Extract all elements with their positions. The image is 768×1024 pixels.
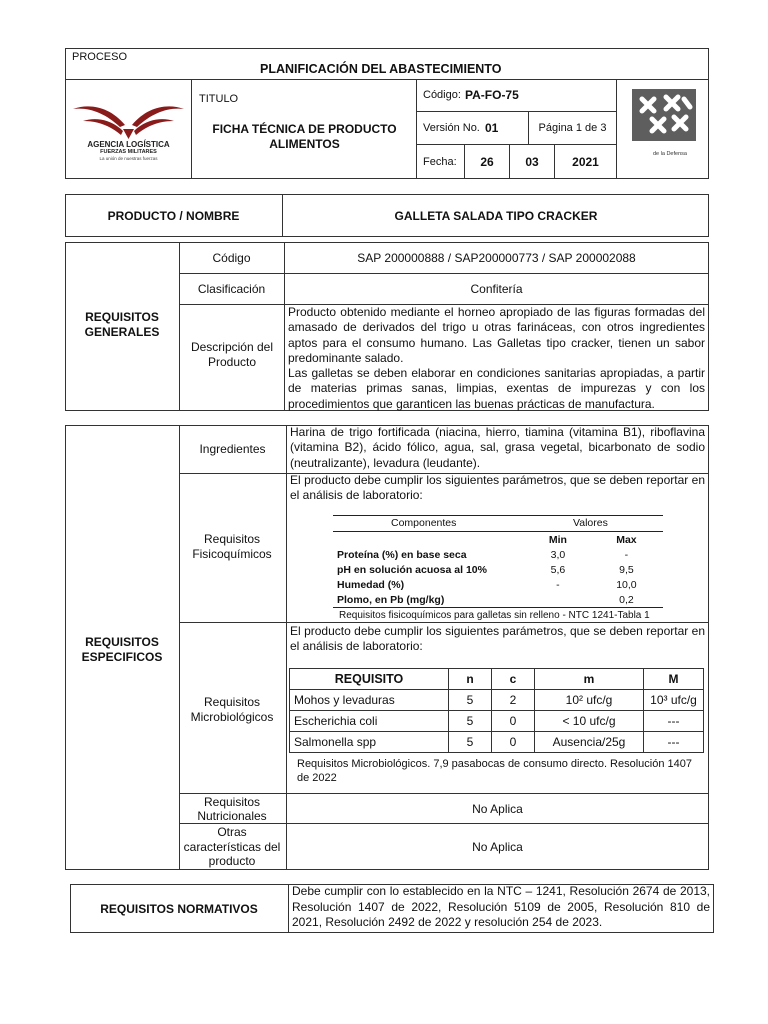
proceso-title: PLANIFICACIÓN DEL ABASTECIMIENTO <box>260 62 502 76</box>
fecha-year-cell <box>555 145 617 179</box>
producto-value: GALLETA SALADA TIPO CRACKER <box>394 208 598 223</box>
fisico-label: Requisitos Fisicoquímicos <box>192 532 272 561</box>
codigo-cell <box>417 79 617 112</box>
logo-org-line1: AGENCIA LOGÍSTICA <box>87 140 170 149</box>
fisico-col-min: Min <box>548 533 567 546</box>
fisico-table <box>333 515 663 621</box>
codigo-row-value: SAP 200000888 / SAP200000773 / SAP 200002088 <box>357 250 636 265</box>
proceso-label: PROCESO <box>72 51 128 63</box>
fisico-intro: El producto debe cumplir los siguientes parámetros, que se deben reportar en el análisis de laboratorio: <box>290 473 705 503</box>
fecha-year: 2021 <box>572 155 599 169</box>
especificos-divider <box>179 425 180 870</box>
row-divider <box>179 622 709 623</box>
agency-logo-icon <box>65 85 192 145</box>
especificos-section-label: REQUISITOS ESPECIFICOS <box>81 635 163 664</box>
normativos-value: Debe cumplir con lo establecido en la NTC – 1241, Resolución 2674 de 2013, Resolución 1407 de 2022, Resolución 5109 de 2005, Resolución 810 de 2021, Resolución 2492 de 2022 y resolución 254 de 2023. <box>292 884 710 929</box>
descripcion-row-label: Descripción del Producto <box>190 340 274 369</box>
fecha-month: 03 <box>525 155 539 169</box>
fisico-col-max: Max <box>616 533 637 546</box>
version-cell <box>417 112 529 145</box>
codigo-row-label: Código <box>212 250 251 265</box>
nutricionales-value: No Aplica <box>472 801 523 816</box>
codigo-value: PA-FO-75 <box>465 88 519 102</box>
mindef-logo-icon <box>632 89 696 141</box>
agency-logo-cell <box>65 79 192 179</box>
nutricionales-label: Requisitos Nutricionales <box>197 794 267 823</box>
micro-header-row: REQUISITO n c m M <box>290 669 704 690</box>
ingredientes-label: Ingredientes <box>199 442 266 456</box>
fisico-row: Proteína (%) en base seca 3,0 - <box>337 548 629 561</box>
fecha-day: 26 <box>480 155 494 169</box>
fecha-label-cell <box>417 145 465 179</box>
micro-note: Requisitos Microbiológicos. 7,9 pasabocas de consumo directo. Resolución 1407 de 2022 <box>297 758 693 784</box>
producto-label: PRODUCTO / NOMBRE <box>65 194 283 237</box>
titulo-value: FICHA TÉCNICA DE PRODUCTO ALIMENTOS <box>212 122 397 151</box>
fisico-row: pH en solución acuosa al 10% 5,6 9,5 <box>337 563 634 576</box>
clasificacion-row-value: Confitería <box>470 281 523 296</box>
titulo-cell <box>192 79 417 179</box>
micro-row: Mohos y levaduras 5 2 10² ufc/g 10³ ufc/g <box>290 690 704 711</box>
generales-section-label: REQUISITOS GENERALES <box>84 310 160 339</box>
pagina-cell <box>529 112 617 145</box>
logo-org-line3: La unión de nuestras fuerzas <box>99 156 158 161</box>
fisico-row: Humedad (%) - 10,0 <box>337 578 637 591</box>
micro-label: Requisitos Microbiológicos <box>190 695 274 724</box>
descripcion-paragraph-2: Las galletas se deben elaborar en condiciones sanitarias apropiadas, a partir de materias primas sanas, limpias, exentas de impurezas y con los procedimientos que garanticen las buenas prácticas de manufactura. <box>288 366 705 411</box>
fecha-month-cell <box>510 145 555 179</box>
ingredientes-value: Harina de trigo fortificada (niacina, hierro, tiamina (vitamina B1), riboflavina (vitamina B2), ácido fólico, agua, sal, grasa vegetal, bicarbonato de sodio (neutralizante), levadura (leudante). <box>290 425 705 470</box>
descripcion-paragraph-1: Producto obtenido mediante el horneo apropiado de las figuras formadas del amasado de derivados del trigo u otras farináceas, con otros ingredientes aptos para el consumo humano. Las Galletas tipo cracker, tienen un sabor predominante salado. <box>288 305 705 365</box>
fecha-day-cell <box>465 145 510 179</box>
codigo-label: Código: <box>423 89 461 101</box>
otras-label: Otras características del producto <box>183 825 281 869</box>
normativos-label: REQUISITOS NORMATIVOS <box>70 884 289 933</box>
micro-row: Salmonella spp 5 0 Ausencia/25g --- <box>290 732 704 753</box>
mindef-caption: de la Defensa <box>653 151 687 157</box>
version-value: 01 <box>485 121 499 135</box>
pagina-value: Página 1 de 3 <box>538 122 607 134</box>
logo-org-line2: FUERZAS MILITARES <box>100 149 157 155</box>
micro-row: Escherichia coli 5 0 < 10 ufc/g --- <box>290 711 704 732</box>
fisico-row: Plomo, en Pb (mg/kg) 0,2 <box>333 592 663 608</box>
fisico-col-componentes: Componentes <box>391 517 457 529</box>
otras-value: No Aplica <box>472 840 523 854</box>
micro-intro: El producto debe cumplir los siguientes parámetros, que se deben reportar en el análisis de laboratorio: <box>290 624 705 654</box>
mindef-logo-cell <box>617 79 709 179</box>
titulo-label: TITULO <box>199 93 239 105</box>
fecha-label: Fecha: <box>423 156 457 168</box>
descripcion-text <box>288 305 705 412</box>
version-label: Versión No. <box>423 122 480 134</box>
fisico-col-valores: Valores <box>573 517 608 529</box>
fisico-caption: Requisitos fisicoquímicos para galletas sin relleno - NTC 1241-Tabla 1 <box>339 610 650 621</box>
micro-table <box>289 668 704 753</box>
clasificacion-row-label: Clasificación <box>197 281 266 296</box>
